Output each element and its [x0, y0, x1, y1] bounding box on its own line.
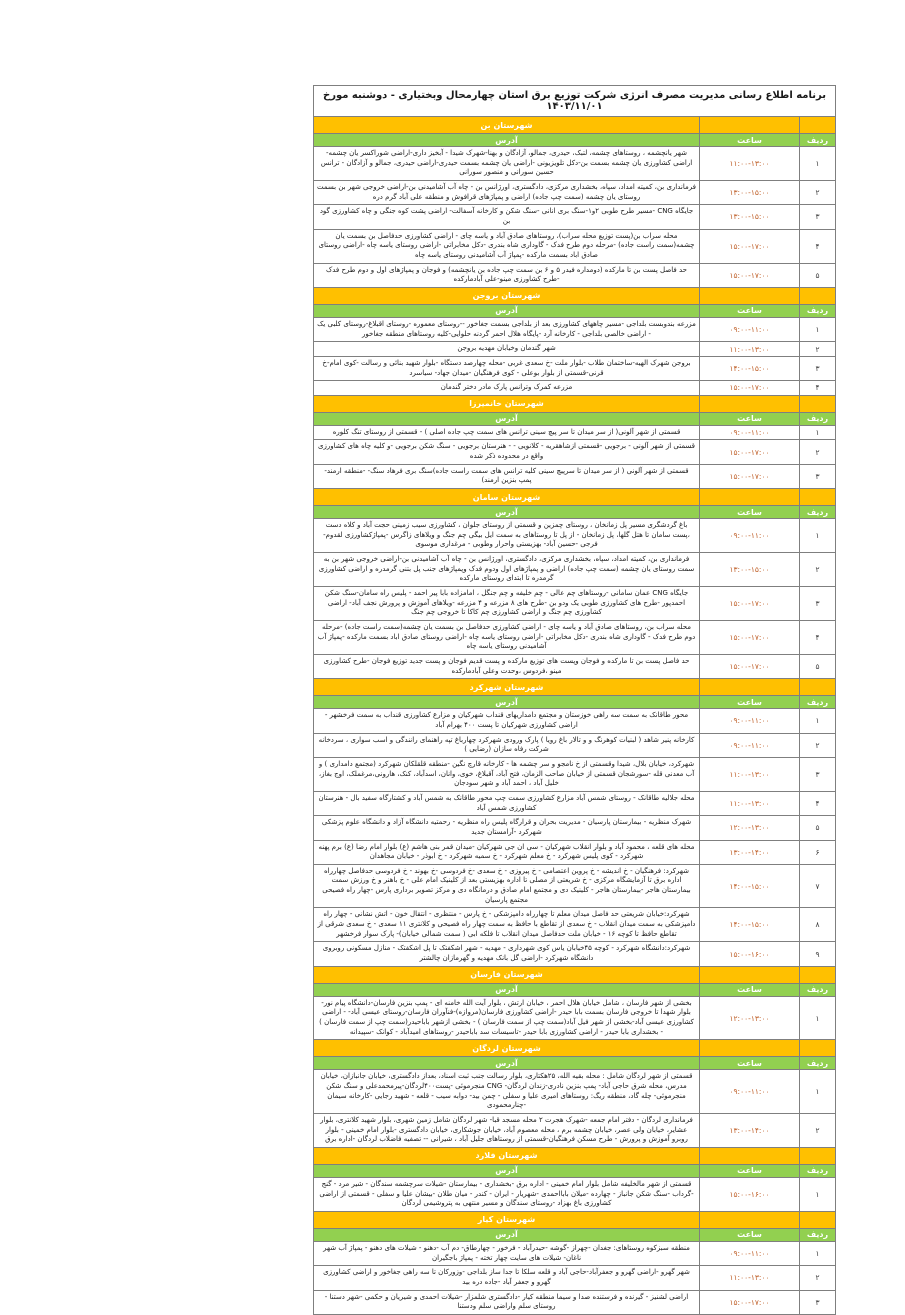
- row-number-cell: ۴: [800, 791, 836, 815]
- table-row: [314, 1241, 836, 1265]
- row-number-cell: ۷: [800, 864, 836, 908]
- section-header-num-spacer: [800, 117, 836, 134]
- table-row: [314, 1290, 836, 1314]
- address-cell: اراضی لشنیز - گیرنده و فرستنده صدا و سیما منطقه کیار -دادگستری شلمزار -شیلات احمدی و شیریان و حکمی -شهر دستنا - روستای سلم واراضی سلم ودستنا: [314, 1290, 700, 1314]
- address-cell: بروجن شهرک الهیه-ساختمان طلاب -بلوار ملت -خ سعدی غربی -محله چهارصد دستگاه -بلوار شهید بنائی و رسالت -کوی امام-خ قرنی-قسمتی از بلوار بوعلی - کوی فرهنگیان -میدان جهاد- سیاسرد: [314, 356, 700, 380]
- time-cell: ۱۲:۰۰-۱۳:۰۰: [700, 996, 800, 1040]
- table-row: [314, 440, 836, 464]
- time-cell: ۱۱:۰۰-۱۳:۰۰: [700, 757, 800, 791]
- column-header-address: آدرس: [314, 412, 700, 425]
- time-cell: ۱۳:۰۰-۱۵:۰۰: [700, 553, 800, 587]
- section-header-time-spacer: [700, 1040, 800, 1057]
- column-header-time: ساعت: [700, 1164, 800, 1177]
- row-number-cell: ۳: [800, 1290, 836, 1314]
- row-number-cell: ۴: [800, 381, 836, 396]
- section-header-num-spacer: [800, 1147, 836, 1164]
- address-cell: محله های قلعه ، محمود آباد و بلوار انقلاب شهرکیان - سی ان جی شهرکیان -میدان قمر بنی هاشم (ع) بلوار امام رضا (ع) برم پهنه شهرکرد - کوی پلیس شهرکرد - خ معلم شهرکرد - خ سمیه شهرکرد - خ ابوذر - خیابان مجاهدان: [314, 840, 700, 864]
- address-cell: محله سراب بن، روستاهای صادق آباد و یاسه چای - اراضی کشاورزی حدفاصل بن بسمت یان چشمه(سمت راست جاده) -مرحله دوم طرح فدک - گاوداری شاه بندری -دکل مخابراتی -اراضی روستای یاسه چاه -اراضی روستای صادق اباد بسمت مارکده -پمپاژ آب آشامیدنی روستای یاسه چاه: [314, 621, 700, 655]
- column-header-time: ساعت: [700, 983, 800, 996]
- address-cell: مزرعه بندوبست بلداجی -مسیر چاههای کشاورزی بعد از بلداجی بسمت جغاخور --روستای معموره -روستای اقبلاغ-روستای کلبی یک - اراضی خالصی بلداجی - کارخانه آرد -پایگاه هلال احمر گردنه حلوایی-کلیه روستاهای منطقه جغاخور: [314, 317, 700, 341]
- column-header-row: [314, 1228, 836, 1241]
- time-cell: ۱۴:۰۰-۱۵:۰۰: [700, 864, 800, 908]
- table-row: [314, 229, 836, 263]
- row-number-cell: ۲: [800, 180, 836, 204]
- section-header-row: [314, 489, 836, 506]
- column-header-num: ردیف: [800, 506, 836, 519]
- row-number-cell: ۲: [800, 553, 836, 587]
- row-number-cell: ۹: [800, 942, 836, 966]
- table-row: [314, 425, 836, 440]
- column-header-num: ردیف: [800, 412, 836, 425]
- table-row: [314, 356, 836, 380]
- row-number-cell: ۱: [800, 317, 836, 341]
- column-header-address: آدرس: [314, 304, 700, 317]
- table-row: [314, 342, 836, 357]
- table-row: [314, 908, 836, 942]
- table-row: [314, 1266, 836, 1290]
- row-number-cell: ۶: [800, 840, 836, 864]
- time-cell: ۱۳:۰۰-۱۴:۰۰: [700, 840, 800, 864]
- address-cell: فرمانداری بن، کمیته امداد، سپاه، بخشداری مرکزی، دادگستری، اورژانس بن - چاه آب آشامیدنی بن-اراضی خروجی شهر بن بسمت روستای یان چشمه (سمت چپ جاده) اراضی و پمپاژهای قرافوش و منطقه علی آباد گرم دره: [314, 180, 700, 204]
- time-cell: ۱۵:۰۰-۱۷:۰۰: [700, 621, 800, 655]
- column-header-address: آدرس: [314, 1164, 700, 1177]
- address-cell: قسمتی از شهر مالخلیفه شامل بلوار امام خمینی - اداره برق -بخشداری - بیمارستان -شیلات سرچشمه سندگان - شیر مرد - گنج -گرداب -سنگ شکن جانباز - چهارده -میلان بابااحمدی -شهریار - ایران - کندر - میان طلان -بیشان علیا و سفلی - قسمتی از اراضی کشاورزی باغ بهزاد -روستای سندگان و مسیر منتهی به پتروشیمی لردگان: [314, 1177, 700, 1211]
- address-cell: فرمانداری بن، کمیته امداد، سپاه، بخشداری مرکزی، دادگستری، اورژانس بن - چاه آب آشامیدنی بن-اراضی خروجی شهر بن به سمت روستای یان چشمه (سمت چپ جاده) اراضی و پمپاژهای اول ودوم فدک وپمپاژهای جنب پل بتنی گرمدره و اراضی کشاورزی گرمدره تا ابتدای روستای مارکده: [314, 553, 700, 587]
- table-row: [314, 1070, 836, 1114]
- row-number-cell: ۵: [800, 263, 836, 287]
- time-cell: ۱۱:۰۰-۱۳:۰۰: [700, 1266, 800, 1290]
- column-header-address: آدرس: [314, 983, 700, 996]
- table-row: [314, 587, 836, 621]
- table-row: [314, 942, 836, 966]
- time-cell: ۰۹:۰۰-۱۱:۰۰: [700, 709, 800, 733]
- table-row: [314, 816, 836, 840]
- time-cell: ۱۵:۰۰-۱۶:۰۰: [700, 1177, 800, 1211]
- section-header-row: [314, 395, 836, 412]
- row-number-cell: ۳: [800, 205, 836, 229]
- schedule-table: [313, 116, 836, 1315]
- column-header-row: [314, 983, 836, 996]
- section-header-title: شهرستان فارسان: [314, 966, 700, 983]
- section-header-title: شهرستان کیار: [314, 1211, 700, 1228]
- table-row: [314, 317, 836, 341]
- address-cell: شهر گهرو -اراضی گهرو و جعفرآباد-حاجی آباد و قلعه سلکا تا جدا ساز بلداجی -وزورکان تا سه راهی جغاخور و اراضی کشاورزی گهرو و جعفر آباد -جاده دره بید: [314, 1266, 700, 1290]
- section-header-time-spacer: [700, 679, 800, 696]
- address-cell: شهرک منظریه - بیمارستان پارسیان - مدیریت بحران و قرارگاه پلیس راه منظریه - رحمتیه دانشگاه آزاد و دانشگاه علوم پزشکی شهرکرد -آرامستان جدید: [314, 816, 700, 840]
- time-cell: ۱۵:۰۰-۱۷:۰۰: [700, 263, 800, 287]
- address-cell: شهرکرد، خیابان بلال، شیدا وقسمتی از خ نامجو و سر چشمه ها - کارخانه قارچ نگین -منطقه قلقلکان شهرکرد (مجتمع دامداری ) و آب معدنی قله -سورشجان قسمتی از خیابان صاحب الزمان، فتح آباد، آقبلاغ، خوی، وانان، اسدآباد، کنک، هارونی،مرغملک، اوج بغاز، خلیل آباد ، احمد آباد و شهر سودجان: [314, 757, 700, 791]
- section-header-row: [314, 1147, 836, 1164]
- section-header-title: شهرستان شهرکرد: [314, 679, 700, 696]
- column-header-address: آدرس: [314, 506, 700, 519]
- row-number-cell: ۳: [800, 356, 836, 380]
- column-header-row: [314, 304, 836, 317]
- column-header-address: آدرس: [314, 1228, 700, 1241]
- row-number-cell: ۲: [800, 342, 836, 357]
- time-cell: ۱۵:۰۰-۱۷:۰۰: [700, 440, 800, 464]
- time-cell: ۰۹:۰۰-۱۱:۰۰: [700, 519, 800, 553]
- row-number-cell: ۱: [800, 1070, 836, 1114]
- row-number-cell: ۱: [800, 147, 836, 181]
- table-row: [314, 757, 836, 791]
- row-number-cell: ۳: [800, 464, 836, 488]
- table-row: [314, 864, 836, 908]
- address-cell: شهر یانچشمه ، روستاهای چشمه، لتبک، حیدری، جمالو، آزادگان و بهنا-شهرک شیدا - آبخیز داری-اراضی شوراکسر یان چشمه- اراضی کشاورزی یان چشمه بسمت بن-دکل تلویزیونی -اراضی یان چشمه بسمت حیدری-اراضی حیدری، جمالو و آزادگان - ترانس حسین سورانی و منصور سورانی: [314, 147, 700, 181]
- address-cell: کارخانه پنیر شاهد ( لبنیات کوهرنگ و و تالار باغ رویا ) پارک ورودی شهرکرد چهارباغ تپه راهنمای رانندگی و اسب سواری ، سردخانه شرکت رفاه سازان (رضایی ): [314, 733, 700, 757]
- column-header-address: آدرس: [314, 696, 700, 709]
- time-cell: ۰۹:۰۰-۱۱:۰۰: [700, 317, 800, 341]
- column-header-address: آدرس: [314, 134, 700, 147]
- address-cell: شهرکرد: فرهنگیان - خ اندیشه - خ پروین اعتصامی - خ پیروزی - خ سعدی -خ فردوسی -خ بهوند - خ فردوسی حدفاصل چهارراه اداره برق تا آزمایشگاه مرکزی - خ شریعتی از مصلی تا اداره بهزیستی بعد از کلینیک امام علی - خ باهنر و خ ورزش سمت بیمارستان هاجر -بیمارستان هاجر - کلینیک دی و مجتمع امام صادق و درمانگاه دی و مرکز تصویر برداری پارس -چهار راه فصیحی مجتمع پارسیان: [314, 864, 700, 908]
- table-row: [314, 205, 836, 229]
- column-header-num: ردیف: [800, 1228, 836, 1241]
- time-cell: ۱۵:۰۰-۱۷:۰۰: [700, 654, 800, 678]
- address-cell: قسمتی از شهر آلونی - برجویی -قسمتی ازشاهقریه - کلانویی - - هنرستان برجویی - سنگ شکن برجویی -و کلیه چاه های کشاورزی واقع در محدوده ذکر شده: [314, 440, 700, 464]
- row-number-cell: ۱: [800, 425, 836, 440]
- table-row: [314, 1177, 836, 1211]
- table-row: [314, 709, 836, 733]
- section-header-num-spacer: [800, 1211, 836, 1228]
- section-header-num-spacer: [800, 395, 836, 412]
- column-header-time: ساعت: [700, 134, 800, 147]
- address-cell: مزرعه کمرک وترانس پارک مادر دختر گندمان: [314, 381, 700, 396]
- row-number-cell: ۵: [800, 816, 836, 840]
- section-header-time-spacer: [700, 489, 800, 506]
- address-cell: بخشی از شهر فارسان ، شامل خیابان هلال احمر ، خیابان ارتش ، بلوار آیت الله خامنه ای - پمپ بنزین فارسان-دانشگاه پیام نور- بلوار شهدا تا خروجی فارسان بسمت بابا حیدر -اراضی کشاورزی فارسان(مروازه)-فنآوران فارسان-روستای عیسی آباد- - اراضی کشاورزی عیسی آباد-بخشی از شهر فیل آباد(سمت چپ از سمت فارسان ) - بخشی ازشهر باباحیدر(سمت چپ از سمت فارسان ) - بخشداری بابا حیدر - اراضی کشاورزی بابا حیدر -تاسیسات سد باباحیدر -روستاهای امیدآباد - کوانک -سپیدانه: [314, 996, 700, 1040]
- address-cell: قسمتی از شهر آلونی ( از سر میدان تا سرپیچ سینی کلیه ترانس های سمت راست جاده)سنگ بری فرهاد سنگ- -منطقه ارمند- پمپ بنزین ارمند): [314, 464, 700, 488]
- row-number-cell: ۱: [800, 1177, 836, 1211]
- section-header-time-spacer: [700, 1147, 800, 1164]
- column-header-time: ساعت: [700, 506, 800, 519]
- address-cell: قسمتی از شهر آلونی( از سر میدان تا سر پیچ سینی ترانس های سمت چپ جاده اصلی ) - قسمتی از روستای تنگ کلوره: [314, 425, 700, 440]
- time-cell: ۱۱:۰۰-۱۳:۰۰: [700, 342, 800, 357]
- section-header-title: شهرستان لردگان: [314, 1040, 700, 1057]
- table-row: [314, 381, 836, 396]
- section-header-num-spacer: [800, 287, 836, 304]
- column-header-time: ساعت: [700, 412, 800, 425]
- time-cell: ۱۳:۰۰-۱۵:۰۰: [700, 180, 800, 204]
- column-header-address: آدرس: [314, 1057, 700, 1070]
- section-header-row: [314, 287, 836, 304]
- address-cell: جایگاه CNG -مسیر طرح طوبی ۲و۱-سنگ بری انانی -سنگ شکن و کارخانه آسفالت- اراضی پشت کوه جنگی و چاه کشاورزی گود بن: [314, 205, 700, 229]
- section-header-row: [314, 1211, 836, 1228]
- time-cell: ۰۹:۰۰-۱۱:۰۰: [700, 1070, 800, 1114]
- address-cell: منطقه سبزکوه روستاهای: جغدان -چهراز -گوشه -حیدرآباد - فرخور - چهارطاق- دم آب -دهنو - شیلات های دهنو - پمپاژ آب شهر ناغان- شیلات های سایت چهار تخته - پمپاژ باجگیران: [314, 1241, 700, 1265]
- column-header-time: ساعت: [700, 304, 800, 317]
- section-header-num-spacer: [800, 966, 836, 983]
- address-cell: باغ گردشگری مسیر پل زمانخان ، روستای چمزین و قسمتی از روستای جلوان ، کشاورزی سیب زمینی حجت آباد و کلاه دست ،پست سامان تا هتل گلها، پل زمانخان - از پل تا روستاهای به سمت ایل بیگی چم جنگ و ویلاهای زاگرس -پمپاژکشاورزی لقدوم- فرجی -حسین آباد- بهزیستی واحرار وطوبی - مرغداری موسوی: [314, 519, 700, 553]
- section-header-title: شهرستان بروجن: [314, 287, 700, 304]
- column-header-num: ردیف: [800, 983, 836, 996]
- address-cell: حد فاصل پست بن تا مارکده و فوجان وپست های توزیع مارکده و پست قدیم فوجان و پست جدید توزیع فوجان -طرح کشاورزی مینو ،فردوس ،وحدت وعلی آبادمارکده: [314, 654, 700, 678]
- table-row: [314, 996, 836, 1040]
- row-number-cell: ۱: [800, 709, 836, 733]
- section-header-num-spacer: [800, 679, 836, 696]
- row-number-cell: ۴: [800, 621, 836, 655]
- column-header-row: [314, 412, 836, 425]
- row-number-cell: ۸: [800, 908, 836, 942]
- time-cell: ۰۹:۰۰-۱۱:۰۰: [700, 733, 800, 757]
- address-cell: شهرکرد:دانشگاه شهرکرد - کوچه ۴۵خیابان یاس کوی شهرداری - مهدیه - شهر اشکفتک تا پل اشکفتک - منازل مسکونی روبروی دانشگاه شهرکرد -اراضی گل بانک مهدیه و گهرمازان چالشتر: [314, 942, 700, 966]
- section-header-row: [314, 966, 836, 983]
- section-header-title: شهرستان فلارد: [314, 1147, 700, 1164]
- section-header-row: [314, 117, 836, 134]
- time-cell: ۱۵:۰۰-۱۷:۰۰: [700, 229, 800, 263]
- schedule-table-body: [314, 117, 836, 1315]
- address-cell: محله سراب بن(پست توزیع محله سراب)، روستاهای صادق آباد و یاسه چای - اراضی کشاورزی حدفاصل بن بسمت یان چشمه(سمت راست جاده) -مرحله دوم طرح فدک - گاوداری شاه بندری -دکل مخابراتی -اراضی روستای یاسه چاه -اراضی روستای صادق اباد بسمت مارکده -پمپاژ آب آشامیدنی روستای یاسه چاه: [314, 229, 700, 263]
- time-cell: ۱۱:۰۰-۱۳:۰۰: [700, 791, 800, 815]
- row-number-cell: ۵: [800, 654, 836, 678]
- time-cell: ۱۴:۰۰-۱۵:۰۰: [700, 908, 800, 942]
- time-cell: ۱۵:۰۰-۱۷:۰۰: [700, 464, 800, 488]
- time-cell: ۱۵:۰۰-۱۷:۰۰: [700, 1290, 800, 1314]
- time-cell: ۱۵:۰۰-۱۶:۰۰: [700, 942, 800, 966]
- time-cell: ۱۱:۰۰-۱۳:۰۰: [700, 147, 800, 181]
- time-cell: ۰۹:۰۰-۱۱:۰۰: [700, 425, 800, 440]
- section-header-title: شهرستان سامان: [314, 489, 700, 506]
- row-number-cell: ۳: [800, 757, 836, 791]
- row-number-cell: ۲: [800, 733, 836, 757]
- time-cell: ۱۵:۰۰-۱۷:۰۰: [700, 381, 800, 396]
- time-cell: ۰۹:۰۰-۱۱:۰۰: [700, 1241, 800, 1265]
- column-header-row: [314, 506, 836, 519]
- table-row: [314, 180, 836, 204]
- column-header-row: [314, 134, 836, 147]
- table-row: [314, 553, 836, 587]
- time-cell: ۱۳:۰۰-۱۴:۰۰: [700, 1113, 800, 1147]
- section-header-time-spacer: [700, 966, 800, 983]
- section-header-time-spacer: [700, 395, 800, 412]
- column-header-num: ردیف: [800, 134, 836, 147]
- section-header-num-spacer: [800, 489, 836, 506]
- address-cell: جایگاه CNG عمان سامانی -روستاهای چم عالی - چم خلیفه و چم جنگل ، امامزاده بابا پیر احمد - پلیس راه سامان-سنگ شکن احمدپور -طرح های کشاورزی طوبی یک ودو بن -طرح های ۸ مزرعه و ۴ مزرعه -ویلاهای آموزش و پرورش نجف آباد- اراضی کشاورزی چم جنگ و اراضی کشاورزی چم کاکا تا خروجی چم جنگ: [314, 587, 700, 621]
- address-cell: قسمتی از شهر لردگان شامل : محله بقیه الله، ۲۵هکتاری، بلوار رسالت جنب ثبت اسناد، بعداز دادگستری، خیابان جانبازان، خیابان مدرس، محله شرق حاجی آباد- پمپ بنزین نادری-زندان لردگان- CNG منجرموئی -پست۴۰۰لردگان-پیرمحمدعلی و سنگ شکن منجرموئی- چله گاد، منطقه ریگ: روستاهای امیری علیا و سفلی - چمن بید- دوابه سیب - قلعه - شهید رجایی -کارخانه سیمان -چنارمحمودی: [314, 1070, 700, 1114]
- table-row: [314, 263, 836, 287]
- address-cell: محله جلالیه طاقانک - روستای شمس آباد مزارع کشاورزی سمت چپ محور طاقانک به شمس آباد و کشتارگاه سفید بال - هنرستان کشاورزی شمس آباد: [314, 791, 700, 815]
- row-number-cell: ۱: [800, 519, 836, 553]
- section-header-title: شهرستان بن: [314, 117, 700, 134]
- column-header-num: ردیف: [800, 304, 836, 317]
- row-number-cell: ۳: [800, 587, 836, 621]
- row-number-cell: ۴: [800, 229, 836, 263]
- table-row: [314, 654, 836, 678]
- page-title: برنامه اطلاع رسانی مدیریت مصرف انرژی شرکت توزیع برق استان چهارمحال وبختیاری - دوشنبه مورخ ۱۴۰۳/۱۱/۰۱: [313, 85, 836, 116]
- table-row: [314, 464, 836, 488]
- address-cell: محور طاقانک به سمت سه راهی خوزستان و مجتمع دامداریهای قنداب شهرکیان و مزارع کشاورزی قنداب به سمت فرخشهر - اراضی کشاورزی شهرکیان تا پست ۴۰۰ بهرام آباد: [314, 709, 700, 733]
- column-header-time: ساعت: [700, 696, 800, 709]
- table-row: [314, 840, 836, 864]
- table-row: [314, 519, 836, 553]
- table-row: [314, 733, 836, 757]
- schedule-sheet: [313, 85, 836, 1315]
- column-header-time: ساعت: [700, 1057, 800, 1070]
- time-cell: ۱۳:۰۰-۱۵:۰۰: [700, 205, 800, 229]
- section-header-time-spacer: [700, 117, 800, 134]
- section-header-row: [314, 679, 836, 696]
- address-cell: شهرکرد:خیابان شریعتی حد فاصل میدان معلم تا چهارراه دامپزشکی - خ پارس - منتظری - انتقال خون - اتش نشانی - چهار راه دامپزشکی به سمت میدان انقلاب - خ سعدی از تقاطع با حافظ به سمت چهار راه فصیحی و کلانتری ۱۱ سعدی - خ سعدی شرقی از تقاطع حافظ تا کوچه ۱۶ - خیابان ملت حدفاصل میدان انقلاب تا فلکه ابی ( سمت شمالی خیابان)- پارک سوار فرخشهر: [314, 908, 700, 942]
- column-header-row: [314, 1057, 836, 1070]
- table-row: [314, 1113, 836, 1147]
- row-number-cell: ۲: [800, 440, 836, 464]
- column-header-num: ردیف: [800, 1057, 836, 1070]
- section-header-title: شهرستان خانمیرزا: [314, 395, 700, 412]
- row-number-cell: ۲: [800, 1266, 836, 1290]
- table-row: [314, 147, 836, 181]
- address-cell: فرمانداری لردگان - دفتر امام جمعه -شهرک هجرت ۲ محله مسجد قبا- شهر لردگان شامل زمین شهری، بلوار شهید کلانتری، بلوار عشایر، خیابان ولی عصر، خیابان چشمه برم ، محله معصوم آباد، خیابان جوشکاری، خیابان دادگستری -بلوار امام خمینی - بلوار روبرو آموزش و پرورش - طرح مسکن فرهنگیان-قسمتی از روستاهای جلیل آباد ، شیرانی -- تصفیه فاضلاب لردگان -اداره برق: [314, 1113, 700, 1147]
- column-header-time: ساعت: [700, 1228, 800, 1241]
- row-number-cell: ۱: [800, 996, 836, 1040]
- time-cell: ۱۵:۰۰-۱۷:۰۰: [700, 587, 800, 621]
- address-cell: شهر گندمان وخیابان مهدیه بروجن: [314, 342, 700, 357]
- address-cell: حد فاصل پست بن تا مارکده (دومداره فیدر ۵ و ۶ بن سمت چپ جاده بن یانچشمه) و فوجان و پمپاژهای اول و دوم طرح فدک -طرح کشاورزی مینو-علی آبادمارکده: [314, 263, 700, 287]
- table-row: [314, 791, 836, 815]
- column-header-row: [314, 696, 836, 709]
- column-header-num: ردیف: [800, 1164, 836, 1177]
- section-header-num-spacer: [800, 1040, 836, 1057]
- row-number-cell: ۲: [800, 1113, 836, 1147]
- section-header-row: [314, 1040, 836, 1057]
- time-cell: ۱۴:۰۰-۱۵:۰۰: [700, 356, 800, 380]
- section-header-time-spacer: [700, 1211, 800, 1228]
- column-header-row: [314, 1164, 836, 1177]
- column-header-num: ردیف: [800, 696, 836, 709]
- time-cell: ۱۲:۰۰-۱۳:۰۰: [700, 816, 800, 840]
- table-row: [314, 621, 836, 655]
- row-number-cell: ۱: [800, 1241, 836, 1265]
- section-header-time-spacer: [700, 287, 800, 304]
